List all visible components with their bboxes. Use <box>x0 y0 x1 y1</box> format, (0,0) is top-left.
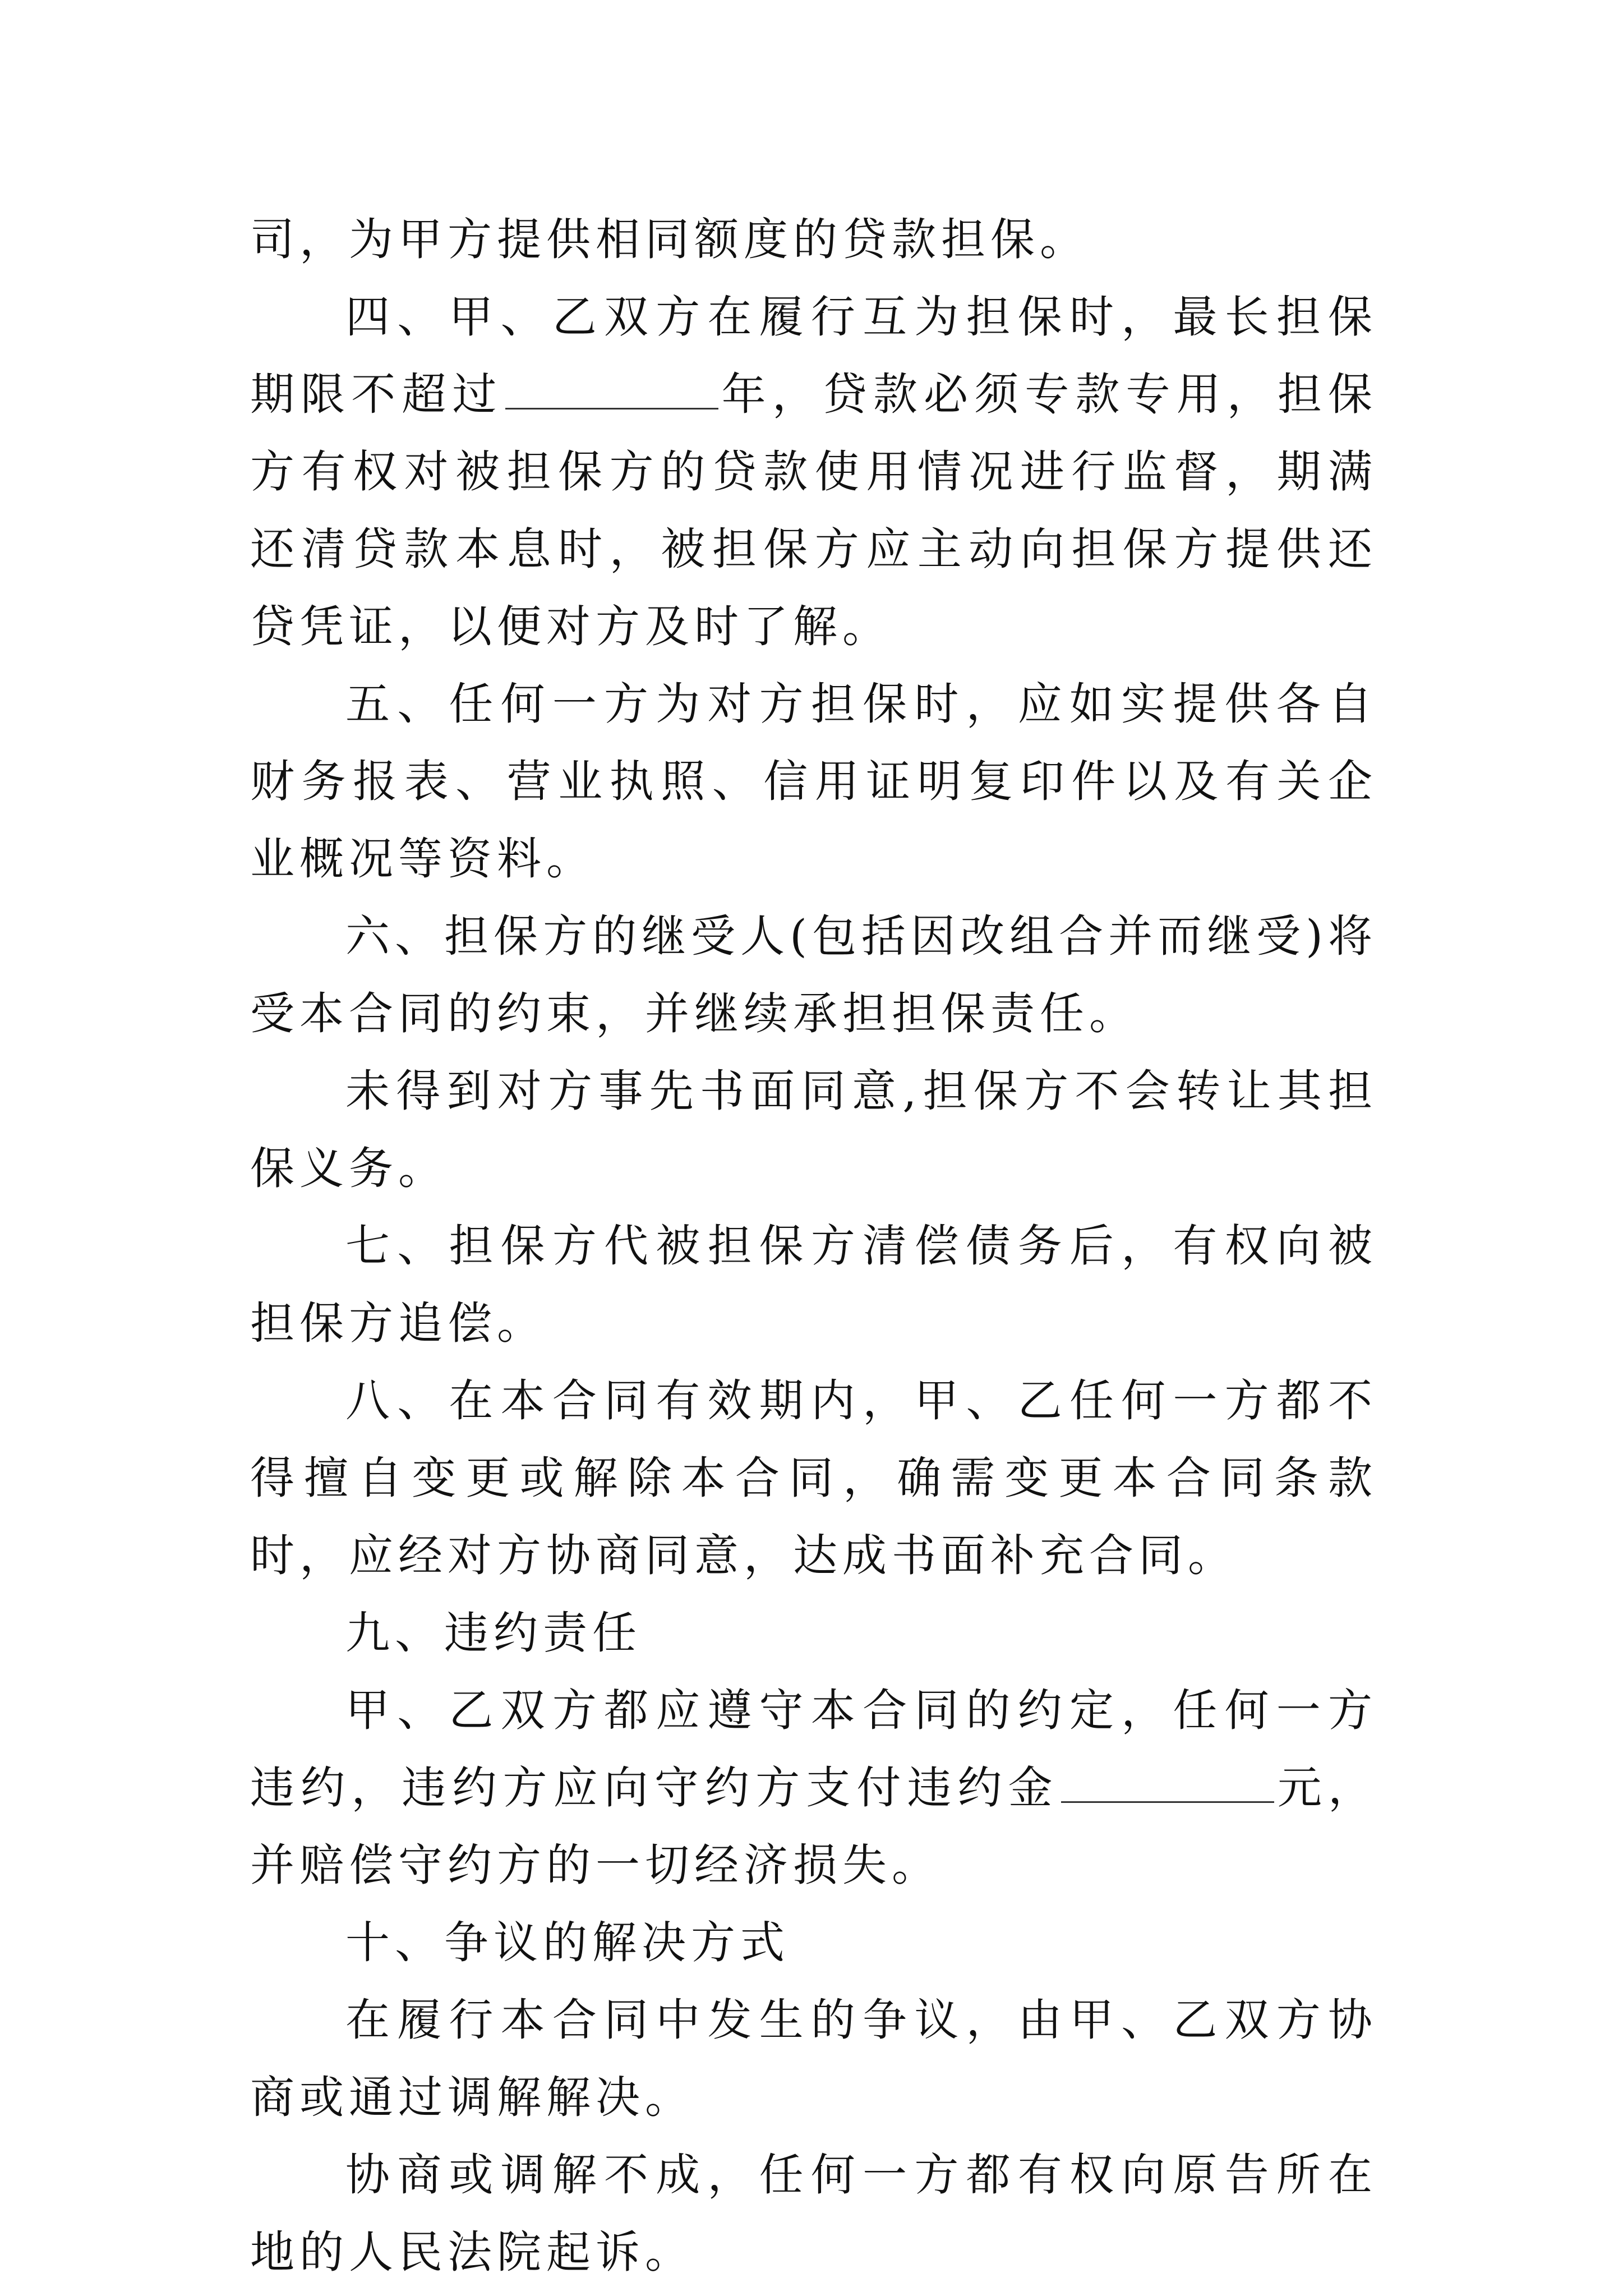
clause-4-text-after: 年，贷款必须专款专用，担保方有权对被担保方的贷款使用情况进行监督，期满还清贷款本息时，被担保方应主动向担保方提供还贷凭证，以便对方及时了解。 <box>250 369 1378 652</box>
clause-9-text-before: 甲、乙双方都应遵守本合同的约定，任何一方违约，违约方应向守约方支付违约金 <box>250 1685 1377 1814</box>
paragraph-clause-6: 六、担保方的继受人(包括因改组合并而继受)将受本合同的约束，并继续承担担保责任。 <box>250 910 1377 1039</box>
guarantee-term-blank-field[interactable] <box>505 374 718 409</box>
heading-clause-9: 九、违约责任 <box>345 1607 642 1659</box>
clause-4-text-before: 四、甲、乙双方在履行互为担保时，最长担保期限不超过 <box>250 291 1377 420</box>
paragraph-clause-4 <box>250 278 1377 665</box>
paragraph-clause-10-body: 在履行本合同中发生的争议，由甲、乙双方协商或通过调解解决。 <box>250 1994 1377 2123</box>
heading-clause-10: 十、争议的解决方式 <box>345 1917 790 1968</box>
paragraph-clause-8: 八、在本合同有效期内，甲、乙任何一方都不得擅自变更或解除本合同，确需变更本合同条款时，应经对方协商同意，达成书面补充合同。 <box>250 1375 1377 1581</box>
paragraph-continuation: 司，为甲方提供相同额度的贷款担保。 <box>250 214 1089 265</box>
paragraph-clause-5: 五、任何一方为对方担保时，应如实提供各自财务报表、营业执照、信用证明复印件以及有关企业概况等资料。 <box>250 678 1377 885</box>
paragraph-clause-9-body <box>250 1672 1377 1904</box>
paragraph-clause-7: 七、担保方代被担保方清偿债务后，有权向被担保方追偿。 <box>250 1220 1377 1349</box>
paragraph-clause-10-litigation: 协商或调解不成，任何一方都有权向原告所在地的人民法院起诉。 <box>250 2149 1377 2278</box>
contract-body <box>250 201 1377 2291</box>
clause-9-text-after: 元，并赔偿守约方的一切经济损失。 <box>250 1762 1378 1891</box>
paragraph-clause-6-supplement: 未得到对方事先书面同意,担保方不会转让其担保义务。 <box>250 1065 1377 1194</box>
penalty-amount-blank-field[interactable] <box>1061 1768 1274 1803</box>
